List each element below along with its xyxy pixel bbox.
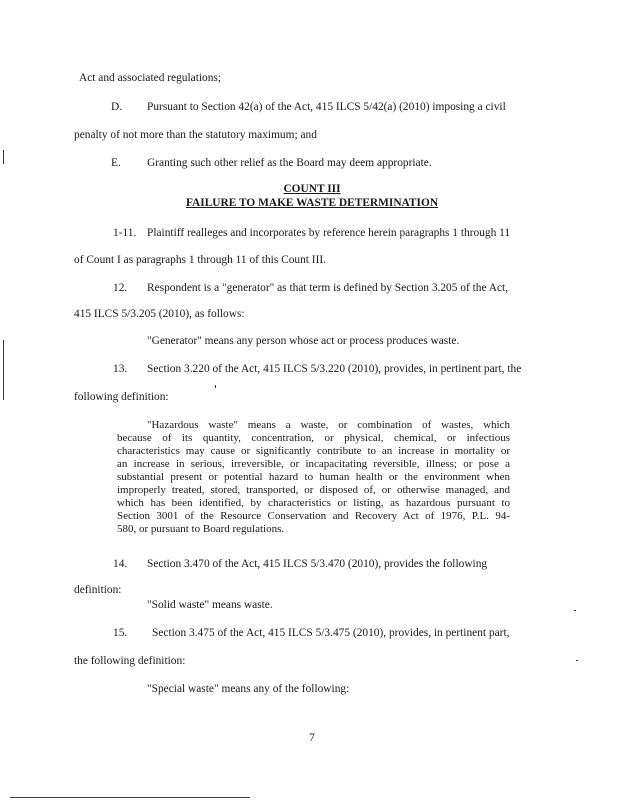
para-12-text: Respondent is a "generator" as that term is defined by Section 3.205 of the Act, bbox=[147, 282, 509, 294]
quote-line: because of its quantity, concentration, or physical, chemical, or infectious bbox=[117, 432, 510, 444]
para-14-continuation: definition: bbox=[74, 584, 122, 596]
para-1-11-number: 1-11. bbox=[113, 227, 137, 239]
para-13-text: Section 3.220 of the Act, 415 ILCS 5/3.220 (2010), provides, in pertinent part, the bbox=[147, 363, 522, 375]
quote-line: improperly treated, stored, transported, or disposed of, or otherwise managed, and bbox=[117, 484, 510, 496]
item-e-label: E. bbox=[111, 157, 121, 169]
solid-waste-definition: "Solid waste" means waste. bbox=[147, 599, 273, 611]
para-15-continuation: the following definition: bbox=[74, 655, 186, 667]
item-d-continuation: penalty of not more than the statutory maximum; and bbox=[74, 129, 317, 141]
hazardous-waste-definition bbox=[117, 419, 510, 536]
quote-line: "Hazardous waste" means a waste, or combination of wastes, which bbox=[147, 419, 510, 431]
para-12-continuation: 415 ILCS 5/3.205 (2010), as follows: bbox=[74, 308, 245, 320]
page-number: 7 bbox=[309, 732, 315, 744]
quote-line: characteristics may cause or significantly contribute to an increase in mortality or bbox=[117, 445, 510, 457]
continuation-line: Act and associated regulations; bbox=[79, 72, 222, 84]
speck bbox=[215, 385, 216, 388]
margin-mark bbox=[3, 340, 4, 400]
item-e-text: Granting such other relief as the Board may deem appropriate. bbox=[147, 157, 432, 169]
special-waste-definition: "Special waste" means any of the following: bbox=[147, 683, 350, 695]
para-13-number: 13. bbox=[113, 363, 128, 375]
para-13-continuation: following definition: bbox=[74, 391, 169, 403]
item-d-text: Pursuant to Section 42(a) of the Act, 415 ILCS 5/42(a) (2010) imposing a civil bbox=[147, 101, 506, 113]
quote-line: substantial present or potential hazard to human health or the environment when bbox=[117, 471, 510, 483]
quote-line: an increase in serious, irreversible, or incapacitating reversible, illness; or pose a bbox=[117, 458, 510, 470]
para-15-number: 15. bbox=[113, 627, 128, 639]
speck bbox=[576, 660, 578, 661]
count-title: COUNT III bbox=[283, 183, 341, 195]
footer-rule bbox=[10, 797, 250, 798]
para-14-number: 14. bbox=[113, 558, 128, 570]
quote-line: which has been identified, by characteristics or listing, as hazardous pursuant to bbox=[117, 497, 510, 509]
para-12-number: 12. bbox=[113, 282, 128, 294]
count-subtitle: FAILURE TO MAKE WASTE DETERMINATION bbox=[185, 197, 439, 209]
para-1-11-continuation: of Count I as paragraphs 1 through 11 of this Count III. bbox=[74, 254, 327, 266]
para-1-11-text: Plaintiff realleges and incorporates by reference herein paragraphs 1 through 11 bbox=[147, 227, 511, 239]
generator-definition: "Generator" means any person whose act or process produces waste. bbox=[147, 335, 460, 347]
quote-line: 580, or pursuant to Board regulations. bbox=[117, 523, 285, 535]
para-14-text: Section 3.470 of the Act, 415 ILCS 5/3.470 (2010), provides the following bbox=[147, 558, 488, 570]
speck bbox=[574, 610, 576, 611]
margin-mark bbox=[3, 150, 4, 164]
quote-line: Section 3001 of the Resource Conservation and Recovery Act of 1976, P.L. 94- bbox=[117, 510, 510, 522]
para-15-text: Section 3.475 of the Act, 415 ILCS 5/3.475 (2010), provides, in pertinent part, bbox=[152, 627, 510, 639]
item-d-label: D. bbox=[111, 101, 123, 113]
